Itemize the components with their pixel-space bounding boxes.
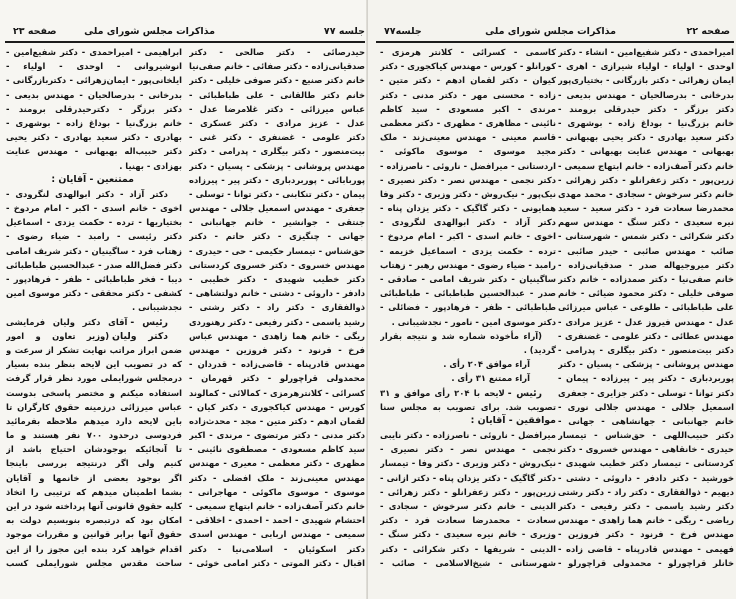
text-line: دکتر برزگر - دکتر حیدرقلی برومند - xyxy=(558,103,734,114)
text-line: همایونی - دکتر گاگیک - دکتر یزدان پناه - xyxy=(380,203,556,214)
vote-result-line: آراء ممتنع ۳۱ رأی . xyxy=(451,373,530,384)
text-line: بیت‌منصور - دکتر بیگلری - پدرامی - دکتر xyxy=(189,146,365,157)
text-line: خانم جهانبانی - جهانشاهی - جهانی - xyxy=(558,415,734,426)
speech-text: لایحه با ۲۰۴ رأی موافق و ۳۱ xyxy=(380,387,505,398)
text-line: نائینی - مظاهری - مظهری - دکتر معظمی xyxy=(380,117,556,128)
text-line: حیدرصائی - دکتر صالحی - دکتر xyxy=(189,47,365,57)
text-line: صدر - عبدالحسین طباطبائی - طباطبائی xyxy=(380,288,556,299)
text-line: دکتر خطیب شهیدی - دکتر خطیبی - xyxy=(189,274,365,284)
text-line: اخوی - خانم اسدی - اکبر - امام مردوخ - xyxy=(6,203,182,214)
text-line: شهرستانی - شیخ‌الاسلامی - صائب - xyxy=(380,557,556,568)
column-left xyxy=(6,45,182,570)
text-line: دکتر موسوی امین - نامور - نجدشیبانی . xyxy=(391,316,556,327)
text-line: صائب - مهندس صائبی - حیدر صائبی - xyxy=(558,245,734,256)
text-line: بختیاریها - ترده - حکمت یزدی - اسماعیل xyxy=(6,217,182,228)
text-line: سمیعی - مهندس اربابی - مهندس اسدی xyxy=(189,529,365,540)
text-line: موسوی - موسوی ماکوئی - مهاجرانی - xyxy=(189,486,365,497)
text-line: سعادت - محمدرضا سعادت فرد - دکتر xyxy=(380,515,556,526)
speech-line: درمجلس شورایملی مورد نظر قرار گرفت xyxy=(6,373,182,384)
text-line: خانم دکتر سرخوش - سجادی - محمد مهدی xyxy=(558,188,734,199)
text-line: ابراهیمی - امیراحمدی - دکتر شفیع‌امین - xyxy=(6,47,182,57)
text-line: جعفری - مهندس اسمعیل جلالی - مهندس xyxy=(189,203,365,214)
text-line: زهتاب فرد - ساگینیان - دکتر شریف امامی xyxy=(6,245,182,256)
text-line: خورشید - دکتر دادفر - داروئی - دشتی - xyxy=(558,472,734,483)
text-line: کردستانی - تیمسار دکتر خطیب شهیدی - xyxy=(558,458,734,469)
text-line: دکتر آزاد - دکتر ابوالهدی لنگرودی - xyxy=(380,217,556,228)
speech-line xyxy=(6,315,182,329)
text-line: دکتر حبیب‌اله بهبهانی - مهندس عنایت xyxy=(6,146,182,157)
page-header xyxy=(5,26,365,40)
text-line: لقمان ادهم - دکتر متین - مجد - محدث‌زاده xyxy=(189,415,365,426)
text-line: فرخ - فرنود - دکتر فروزین - مهندس xyxy=(189,344,365,355)
text-line: جهانی - چنگیزی - دکتر حاتم - دکتر xyxy=(189,231,365,242)
running-title: مذاکرات مجلس شورای ملی xyxy=(485,26,616,37)
speech-line: کلیه حقوق قانونی آنها پرداخته شود در این xyxy=(6,501,182,511)
speech-line: اقدام خواهد کرد بنده این مجوز را از این xyxy=(6,543,182,554)
text-line: اخوی - خانم اسدی - اکبر - امام مردوخ - xyxy=(380,231,556,242)
text-line: محمدرضا سعادت فرد - دکتر سعید - سعید xyxy=(558,203,734,214)
column-right xyxy=(558,45,734,570)
text-line: خانم دکتر آصف‌زاده - خانم ابتهاج سمیعی - xyxy=(558,160,734,171)
text-line: خانم دکتر طالقانی - علی طباطبائی - xyxy=(189,89,365,100)
text-line: کورس - مهندس کیاکجوری - دکتر کیان - xyxy=(189,401,365,412)
text-line: ترده - حکمت یزدی - اسماعیل خزیمه - xyxy=(380,245,556,256)
text-line: مهندس خسروی - دکتر خسروی کردستانی xyxy=(189,259,365,270)
page-number: صفحه ۲۲ xyxy=(686,26,730,37)
text-line: دکتر گاگیک - دکتر یزدان پناه - دکتر ازانی - xyxy=(380,472,556,483)
text-line: سید کاظم مسعودی - مصطفوی نائینی - xyxy=(189,444,365,455)
text-line: خانم بزرگ‌نیا - بوداغ زاده - بوشهری - xyxy=(558,117,734,128)
text-line: کشفی - دکتر محققی - دکتر موسوی امین xyxy=(6,288,182,299)
column-right xyxy=(189,45,365,570)
speech-line: ساحت مقدس مجلس شورایملی کسب xyxy=(6,557,182,568)
page-22 xyxy=(368,0,736,599)
text-line: دکتر برزگر - دکترحیدرقلی برومند - xyxy=(6,103,182,114)
text-line: زاده - محسنی مهر - دکتر مدنی - دکتر xyxy=(380,89,556,100)
text-line: صوفی خلیلی - دکتر محمود ضیائی - خانم xyxy=(558,288,734,299)
text-line: (آراء مأخوذه شماره شد و نتیجه بقرار xyxy=(380,330,542,341)
text-line: دکتر بیت‌منصور - دکتر بیگلری - پدرامی - xyxy=(558,344,734,355)
page-header xyxy=(376,26,734,40)
text-line: دکتر آزاد - دکتر ابوالهدی لنگرودی - xyxy=(6,188,168,199)
text-line: دکتر علومی - غضنفری - دکتر غنی - xyxy=(189,132,365,143)
speech-line xyxy=(380,386,556,400)
text-line: خانلر قراچورلو - محمدولی قراچورلو - xyxy=(558,557,734,568)
text-line: اقبال - دکتر الموتی - دکتر امامی خوئی - xyxy=(189,557,365,568)
text-line: ذوالفقاری - دکتر راد - دکتر رشتی - xyxy=(189,302,365,313)
speech-line: استفاده میکنم و مختصر پاسخی بدوست xyxy=(6,387,182,398)
text-line: بهزادی - بهنیا . xyxy=(119,160,182,171)
text-line: دکتر میروجیهاله صدر - صدقیانی‌زاده - xyxy=(558,259,734,270)
header-rule xyxy=(376,41,734,43)
speech-line: ضمن ابراز مراتب نهایت تشکر از سرعت و xyxy=(6,344,182,355)
text-line: عدل - عزیز مرادی - دکتر عسکری - xyxy=(189,117,365,128)
speech-line: اگر بوجود بعضی از خانمها و آقایان xyxy=(6,472,182,483)
text-line: علی طباطبائی - طلوعی - عباس میرزائی xyxy=(558,302,734,313)
text-line: کورانلو - کورس - مهندس کیاکجوری - دکتر xyxy=(380,61,556,72)
text-line: دکتر رشید یاسمی - دکتر رفیعی - دکتر xyxy=(558,501,734,511)
text-line: مهندس معینی‌زند - ملک افضلی - دکتر xyxy=(189,472,365,483)
text-line: ایلخانی‌پور - ایمان‌زهرائی - دکتربازرگانی - xyxy=(6,75,182,86)
text-line: اسمعیل جلالی - مهندس جلالی نوری - xyxy=(558,401,734,412)
text-line: ریاضی - ریگی - خانم هما زاهدی - مهندس xyxy=(558,515,734,526)
speech-text: (وزیر تعاون و امور xyxy=(6,330,110,341)
text-line: نجمی - مهندس نصر - دکتر نصیری - xyxy=(380,444,556,455)
speech-line xyxy=(6,329,182,343)
text-line: مرندی - اکبر مسعودی - سید کاظم xyxy=(380,103,556,114)
text-line: دکتر حبیب‌اللهی - حق‌شناس - تیمسار xyxy=(558,430,734,441)
text-line: بدرخانی - بدرصالحیان - مهندس بدیعی - xyxy=(6,89,182,100)
text-line: فهیمی - مهندس قادرپناه - قاضی زاده - xyxy=(558,543,734,554)
page-number: صفحه ۲۳ xyxy=(13,26,57,37)
text-line: قاسم معینی - مهندس معینی‌زند - ملک xyxy=(380,132,556,143)
text-line: دادفر - داروئی - دشتی - خانم دولتشاهی - xyxy=(189,288,365,299)
speech-line: بشما اطمینان میدهم که ترتیبی را اتخاذ xyxy=(6,486,182,497)
text-line: نجدشیبانی . xyxy=(132,302,182,313)
text-line: دکتر شکرائی - دکتر شمس - شهرستانی - xyxy=(558,231,734,242)
text-line: محمدولی قراچورلو - دکتر قهرمان - xyxy=(189,373,365,384)
text-line: کسرائی - کلانترهرمزی - کمالائی - کمالوند xyxy=(189,387,365,398)
text-line: دیبا - فخر طباطبائی - ظفر - فرهادپور - xyxy=(6,274,182,284)
text-line: مجید موسوی - موسوی ماکوئی - xyxy=(380,146,556,157)
section-heading: موافقین - آقایان : xyxy=(470,414,556,426)
text-line: خانم بزرگ‌نیا - بوداغ زاده - بوشهری - xyxy=(6,117,182,128)
text-line: دکتر مدنی - دکتر مرتضوی - مرندی - اکبر xyxy=(189,430,365,441)
text-line: مظهری - دکتر معظمی - معیری - مهندس xyxy=(189,458,365,469)
text-line: مهندس پروشانی - پزشکی - پسیان - دکتر xyxy=(558,359,734,370)
text-line: ساگینیان - دکتر شریف امامی - صادقی - xyxy=(380,274,556,284)
text-line: ریگی - خانم هما زاهدی - مهندس عباس xyxy=(189,330,365,341)
text-line: میرافضل - ناروئی - ناصرزاده - دکتر نایبی xyxy=(380,430,556,441)
session-number: جلسه ۷۷ xyxy=(323,26,365,37)
text-line: کیوان - دکتر لقمان ادهم - دکتر متین - xyxy=(380,75,556,86)
text-line: کاسمی - کسرائی - کلانتر هرمزی - xyxy=(380,47,556,57)
text-line: مهندس قادرپناه - قاضی‌زاده - قدردان - xyxy=(189,359,365,370)
section-heading: ممتنعین - آقایان : xyxy=(51,173,134,185)
speech-line: تصویب شد. برای تصویب به مجلس سنا xyxy=(380,401,556,412)
speaker-name: رئیس - xyxy=(130,316,168,328)
text-line: نیک‌روش - دکتر وزیری - دکتر وفا - تیمسار xyxy=(380,458,556,469)
text-line: خانم دکتر آصف‌زاده - خانم ابتهاج سمیعی - xyxy=(189,501,365,511)
text-line: بهبهانی - مهندس عنایت بهبهانی - دکتر xyxy=(558,146,734,157)
text-line: الدینی - شریفها - دکتر شکرائی - دکتر xyxy=(380,543,556,554)
text-line: ایمان زهرائی - دکتر بازرگانی - بختیاری‌پور xyxy=(558,75,734,86)
text-line: پیمان - دکتر تنکابنی - دکتر توانا - توسلی - xyxy=(189,188,365,199)
text-line: احتشام شهیدی - احمد - احمدی - اخلاقی - xyxy=(189,515,365,526)
text-line: دیهیم - ذوالفقاری - دکتر راد - دکتر رشتی xyxy=(558,486,734,497)
text-line: جنتقی - جوانشیر - خانم جهانبانی - xyxy=(189,217,365,228)
text-line: الدینی - خانم دکتر سرخوش - سجادی - xyxy=(380,501,556,511)
running-title: مذاکرات مجلس شورای ملی xyxy=(84,26,215,37)
text-line: دکتر توانا - توسلی - دکتر جزایری - جعفری xyxy=(558,387,734,398)
text-line: بهادری - دکتر سعید بهادری - دکتر یحیی xyxy=(6,132,182,143)
text-line: بدرخانی - بدرصالحیان - مهندس بدیعی - xyxy=(558,89,734,100)
text-line: دکتر سعید بهادری - دکتر یحیی بهبهانی - xyxy=(558,132,734,143)
text-line: پوربردباری - دکتر پیر - پیرزاده - پیمان - xyxy=(558,373,734,384)
text-line: خانم صفی‌نیا - دکتر صمدزاده - خانم دکتر xyxy=(558,274,734,284)
text-line: امیراحمدی - دکتر شفیع‌امین - انشاء - دکتر xyxy=(558,47,734,57)
text-line: عباس میرزائی - دکتر غلامرضا عدل - xyxy=(189,103,365,114)
text-line: عدل - مهندس فیروز عدل - عزیز مرادی - xyxy=(558,316,734,327)
header-rule xyxy=(5,41,365,43)
text-line: مهندس عطائی - دکتر علومی - غضنفری - xyxy=(558,330,734,341)
text-line: پوربابائی - پوربردباری - دکتر پیر - پیرزاده xyxy=(189,174,365,185)
text-line: طباطبائی - ظفر - فرهادپور - فضائلی - xyxy=(380,302,556,313)
column-left xyxy=(380,45,556,570)
text-line: رامبد - ضیاء رضوی - مهندس رهبر - زهتاب xyxy=(380,259,556,270)
speech-line: حقوق آنها برابر قوانین و مقررات موجود xyxy=(6,529,182,540)
speech-line: باین لایحه دارد میدهم ملاحظه بفرمائید xyxy=(6,415,182,426)
text-line: دکتر فضل‌الله صدر - عبدالحسین طباطبائی xyxy=(6,259,182,270)
speech-line: فردوسی درحدود ۷۰۰ نفر هستند و ما xyxy=(6,430,182,441)
speech-line: که در تصویب این لایحه بنظر بنده بسیار xyxy=(6,359,182,370)
text-line: دکتر نجمی - مهندس نصر - دکتر نصیری - xyxy=(380,174,556,185)
speech-line: کنیم ولی اگر درنتیجه بررسی باینجا xyxy=(6,458,182,469)
vote-result-line: آراء موافق ۲۰۴ رأی . xyxy=(443,359,530,370)
speech-line: تا آنجائیکه بوجودشان احتیاج باشد از xyxy=(6,444,182,455)
text-line: گردید) . xyxy=(523,344,556,355)
text-line: خانم دکتر صنیع - دکتر صوفی خلیلی - دکتر xyxy=(189,75,365,86)
text-line: مهندس فرخ - فرنود - دکتر فروزین - xyxy=(558,529,734,540)
text-line: حق‌شناس - تیمسار حکیمی - حی - حیدری - xyxy=(189,245,365,256)
text-line: نیره سعیدی - دکتر سنگ - مهندس سهم xyxy=(558,217,734,228)
text-line: دکتر رئیسی - رامبد - ضیاء رضوی - xyxy=(6,231,182,242)
text-line: وزیری - خانم نیره سعیدی - دکتر سنگ - xyxy=(380,529,556,540)
text-line: دکتر اسکوئیان - اسلامی‌نیا - دکتر xyxy=(189,543,365,554)
text-line: اردستانی - میرافضل - ناروئی - ناصرزاده - xyxy=(380,160,556,171)
text-line: نیک‌پور - نیک‌روش - دکتر وزیری - دکتر وفا xyxy=(380,188,556,199)
text-line: مهندس پروشانی - پزشکی - پسیان - دکتر xyxy=(189,160,365,171)
speaker-name: رئیس - xyxy=(507,387,543,399)
speech-text: آقای دکتر ولیان فرمایشی xyxy=(6,316,128,327)
speaker-name: دکتر ولیان xyxy=(112,330,168,342)
text-line: صدقیانی‌زاده - دکتر صفائی - خانم صفی‌نیا xyxy=(189,61,365,72)
speech-line: عباس میرزائی درزمینه حقوق کارگران تا xyxy=(6,401,182,412)
text-line: رشید یاسمی - دکتر رفیعی - دکتر رهنوردی xyxy=(189,316,365,327)
text-line: انوشیروانی - اوحدی - اولیاء - xyxy=(6,61,182,72)
text-line: اوحدی - اولیاء - اولیاء شیرازی - اهری - xyxy=(558,61,734,72)
speech-line: امکان بود که درتبصره بنویسیم دولت به xyxy=(6,515,182,526)
session-number: جلسه۷۷ xyxy=(384,26,422,37)
text-line: زرین‌پور - دکتر زعفرانلو - دکتر زهرائی - xyxy=(380,486,556,497)
text-line: زرین‌پور - دکتر زعفرانلو - دکتر زهرائی - xyxy=(558,174,734,185)
text-line: حیدری - خانقاهی - مهندس خسروی - دکتر xyxy=(558,444,734,455)
